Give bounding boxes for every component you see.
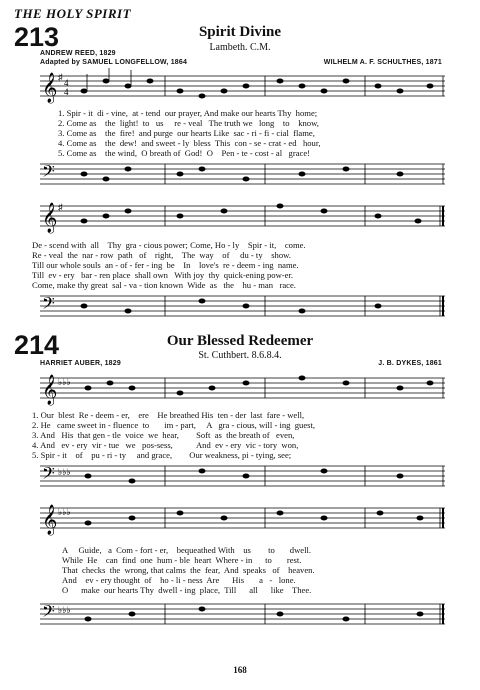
music-staff-214a xyxy=(40,370,445,410)
svg-text:♭♭♭: ♭♭♭ xyxy=(58,507,71,517)
author-credit-213: ANDREW REED, 1829 xyxy=(40,50,116,57)
tune-name-214: St. Cuthbert. 8.6.8.4. xyxy=(198,350,282,361)
composer-credit-214: J. B. DYKES, 1861 xyxy=(378,360,442,367)
svg-text:♯: ♯ xyxy=(58,72,63,82)
svg-text:♭♭♭: ♭♭♭ xyxy=(58,467,71,477)
hymn-number-213: 213 xyxy=(14,22,60,52)
bass-staff-214a xyxy=(40,460,445,496)
composer-credit-213: WILHELM A. F. SCHULTHES, 1871 xyxy=(323,59,442,66)
tune-name-213: Lambeth. C.M. xyxy=(209,42,271,53)
svg-text:𝄞: 𝄞 xyxy=(42,505,58,535)
bass-staff-213a xyxy=(40,158,445,194)
hymn-title-213: Spirit Divine xyxy=(198,24,282,40)
svg-text:4: 4 xyxy=(64,78,69,88)
svg-text:𝄢: 𝄢 xyxy=(42,601,55,625)
adapter-credit-213: Adapted by SAMUEL LONGFELLOW, 1864 xyxy=(40,59,188,66)
bass-staff-213b xyxy=(40,290,445,326)
svg-text:♭♭♭: ♭♭♭ xyxy=(58,605,71,615)
svg-text:𝄢: 𝄢 xyxy=(42,463,55,487)
hymn-number-214: 214 xyxy=(14,330,60,360)
svg-text:𝄞: 𝄞 xyxy=(42,203,58,233)
music-staff-213b xyxy=(40,198,445,238)
section-title: THE HOLY SPIRIT xyxy=(14,6,132,21)
hymn-title-214: Our Blessed Redeemer xyxy=(166,333,314,349)
treble-clef: 𝄞 xyxy=(42,73,58,103)
bass-staff-214b xyxy=(40,598,445,638)
svg-text:♭♭♭: ♭♭♭ xyxy=(58,377,71,387)
notes xyxy=(81,79,434,99)
bass-clef: 𝄢 xyxy=(42,161,55,185)
author-credit-214: HARRIET AUBER, 1829 xyxy=(40,360,121,367)
page-number: 168 xyxy=(233,665,247,675)
svg-text:𝄢: 𝄢 xyxy=(42,293,55,317)
svg-text:𝄞: 𝄞 xyxy=(42,375,58,405)
svg-text:4: 4 xyxy=(64,87,69,97)
music-staff-214b xyxy=(40,500,445,540)
svg-text:♯: ♯ xyxy=(58,202,63,212)
